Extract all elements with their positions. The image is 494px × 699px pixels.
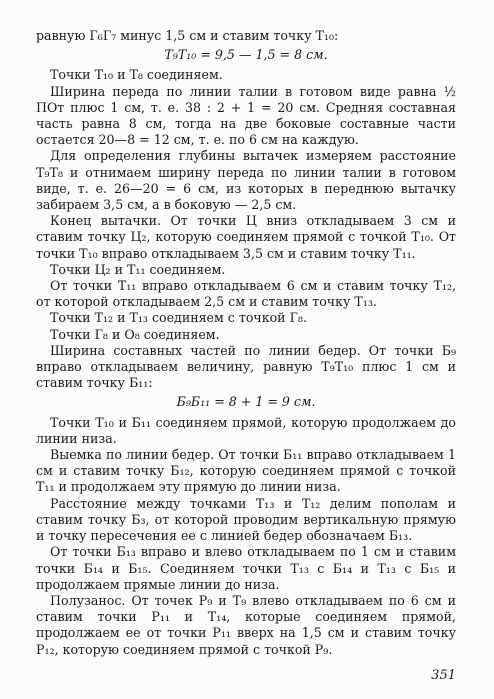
paragraph: Точки Т₁₂ и Т₁₃ соединяем с точкой Г₈. [50,310,307,326]
paragraph: От точки Б₁₃ вправо и влево откладываем по 1 см и ставим точки Б₁₄ и Б₁₅. Соединяем точки Т₁₃ с Б₁₄ и Т₁₃ с Б₁₅ и продолжаем прямые линии до низа. [36,544,456,592]
paragraph: равную Г₆Г₇ минус 1,5 см и ставим точку Т₁₀: [36,28,339,43]
paragraph: Выемка по линии бедер. От точки Б₁₁ вправо откладываем 1 см и ставим точку Б₁₂, которую соединяем прямой с точкой Т₁₁ и продолжаем эту прямую до линии низа. [36,447,456,495]
paragraph: Расстояние между точками Т₁₃ и Т₁₂ делим пополам и ставим точку Б₃, от которой проводим вертикальную прямую и точку пересечения ее с линией бедер обозначаем Б₁₃. [36,495,456,544]
paragraph: Конец вытачки. От точки Ц вниз откладываем 3 см и ставим точку Ц₂, которую соединяем прямой с точкой Т₁₀. От точки Т₁₀ вправо откладываем 3,5 см и ставим точку Т₁₁. [36,213,456,261]
paragraph: Полузанос. От точек Р₉ и Т₉ влево откладываем по 6 см и ставим точки Р₁₁ и Т₁₄, которые соединяем прямой, продолжаем ее от точки Р₁₁ вверх на 1,5 см и ставим точку Р₁₂, которую соединяем прямой с точкой Р₉. [36,592,456,657]
paragraph: Точки Т₁₀ и Б₁₁ соединяем прямой, которую продолжаем до линии низа. [36,414,456,446]
paragraph: Точки Т₁₀ и Т₈ соединяем. [50,67,223,83]
formula: Т₉Т₁₀ = 9,5 — 1,5 = 8 см. [164,47,328,63]
formula: Б₉Б₁₁ = 8 + 1 = 9 см. [176,394,316,410]
paragraph: От точки Т₁₁ вправо откладываем 6 см и ставим точку Т₁₂, от которой откладываем 2,5 см и ставим точку Т₁₃. [36,278,456,310]
page-number: 351 [431,668,456,683]
paragraph: Для определения глубины вытачек измеряем расстояние Т₉Т₈ и отнимаем ширину переда по линии талии в готовом виде, т. е. 26—20 = 6 см, из которых в переднюю вытачку забираем 3,5 см, а в боковую — 2,5 см. [36,148,456,213]
page-text-block [36,28,456,658]
paragraph: Точки Ц₂ и Т₁₁ соединяем. [50,261,226,277]
paragraph: Ширина переда по линии талии в готовом виде равна ½ ПОт плюс 1 см, т. е. 38 : 2 + 1 = 20 см. Средняя составная часть равна 8 см, тогда на две боковые составные части остается 20—8 = 12 см, т. е. по 6 см на каждую. [36,83,456,148]
paragraph: Точки Г₈ и О₈ соединяем. [50,326,220,342]
paragraph: Ширина составных частей по линии бедер. От точки Б₉ вправо откладываем величину, равную Т₉Т₁₀ плюс 1 см и ставим точку Б₁₁: [36,342,456,391]
